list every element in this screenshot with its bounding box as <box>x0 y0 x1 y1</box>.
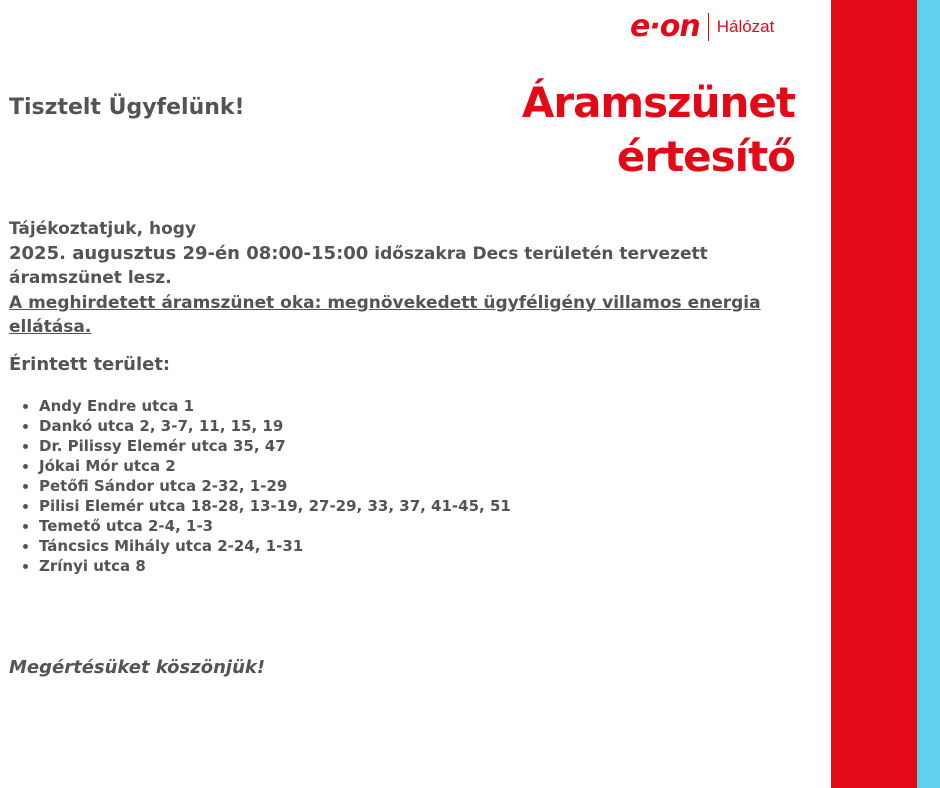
intro-paragraph <box>9 217 809 340</box>
list-item: • Dr. Pilissy Elemér utca 35, 47 <box>39 436 511 456</box>
blue-side-band <box>917 0 940 788</box>
list-item: • Táncsics Mihály utca 2-24, 1-31 <box>39 536 511 556</box>
list-item: • Petőfi Sándor utca 2-32, 1-29 <box>39 476 511 496</box>
headline-line-1: Áramszünet <box>521 78 795 127</box>
eon-logo <box>630 9 774 45</box>
outage-reason: A meghirdetett áramszünet oka: megnövekedett ügyféligény villamos energia ellátása. <box>9 292 761 337</box>
intro-rest-1: időszakra Decs területén tervezett <box>368 243 708 264</box>
list-item: • Jókai Mór utca 2 <box>39 456 511 476</box>
logo-subtitle: Hálózat <box>716 17 775 36</box>
list-item: • Temető utca 2-4, 1-3 <box>39 516 511 536</box>
outage-datetime: 2025. augusztus 29-én 08:00-15:00 <box>9 242 369 264</box>
list-item: • Zrínyi utca 8 <box>39 556 511 576</box>
red-side-band <box>831 0 917 788</box>
headline-line-2: értesítő <box>616 132 795 181</box>
eon-wordmark: e·on <box>630 9 700 44</box>
intro-datetime-line <box>9 242 809 267</box>
list-item: • Dankó utca 2, 3-7, 11, 15, 19 <box>39 416 511 436</box>
intro-lead: Tájékoztatjuk, hogy <box>9 219 197 239</box>
intro-rest-2: áramszünet lesz. <box>9 268 172 288</box>
affected-area-title: Érintett terület: <box>9 354 171 375</box>
thanks-closing: Megértésüket köszönjük! <box>9 657 266 678</box>
affected-streets-list <box>21 396 511 576</box>
list-item: • Andy Endre utca 1 <box>39 396 511 416</box>
logo-divider <box>708 13 709 41</box>
greeting: Tisztelt Ügyfelünk! <box>9 95 245 120</box>
list-item: • Pilisi Elemér utca 18-28, 13-19, 27-29, 33, 37, 41-45, 51 <box>39 496 511 516</box>
headline <box>522 76 795 184</box>
